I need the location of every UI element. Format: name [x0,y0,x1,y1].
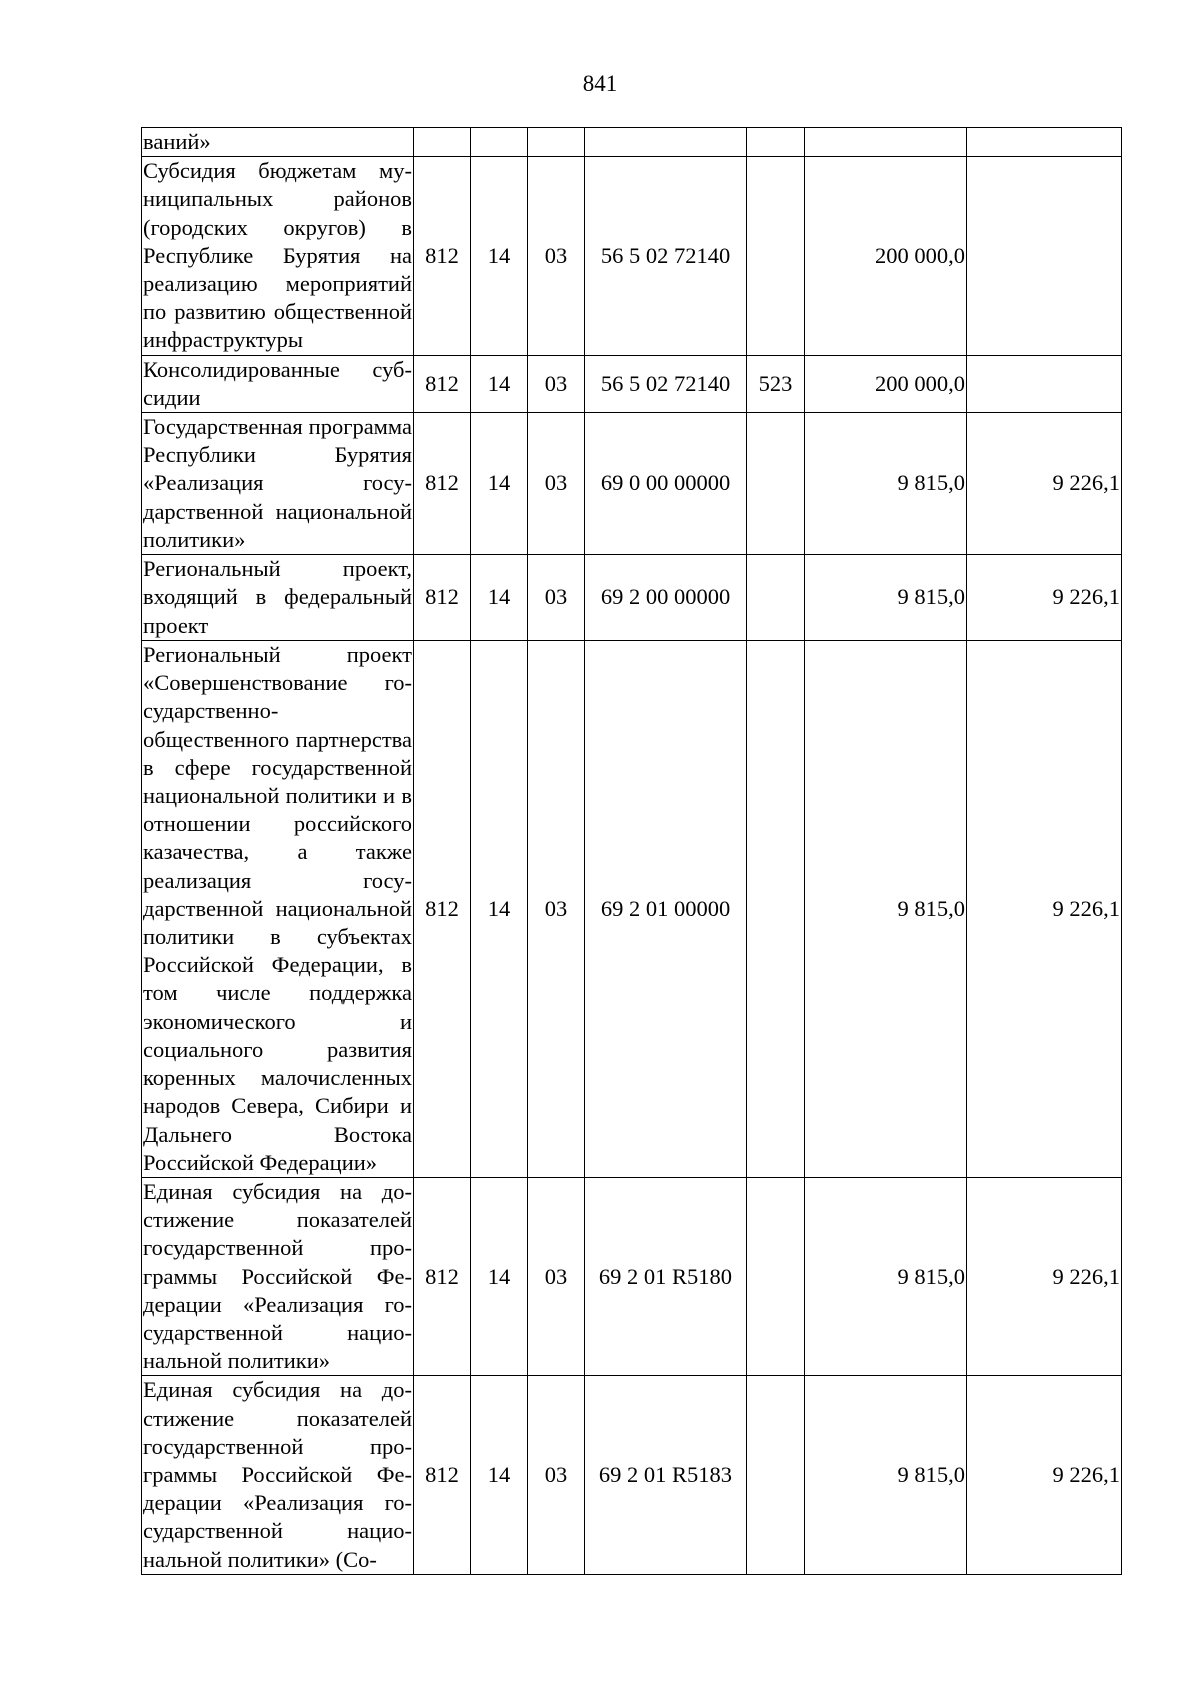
admin-code-cell: 812 [414,1376,471,1574]
section-code-cell: 14 [471,1376,528,1574]
expense-type-cell: 523 [747,355,805,412]
expense-type-cell [747,1177,805,1375]
row-description: ваний» [142,128,414,157]
amount-first-year-cell: 9 815,0 [805,1177,967,1375]
amount-second-year-cell: 9 226,1 [967,641,1122,1178]
table-row [142,413,1122,555]
target-article-cell [585,128,747,157]
amount-first-year-cell: 9 815,0 [805,641,967,1178]
amount-first-year-cell: 9 815,0 [805,1376,967,1574]
target-article-cell: 56 5 02 72140 [585,157,747,355]
amount-first-year-cell: 200 000,0 [805,157,967,355]
subsection-code-cell: 03 [528,1376,585,1574]
table-row [142,128,1122,157]
target-article-cell: 69 2 01 R5180 [585,1177,747,1375]
amount-second-year-cell [967,128,1122,157]
amount-second-year-cell: 9 226,1 [967,413,1122,555]
admin-code-cell: 812 [414,555,471,641]
table-row [142,555,1122,641]
admin-code-cell: 812 [414,1177,471,1375]
section-code-cell [471,128,528,157]
admin-code-cell: 812 [414,413,471,555]
table-row [142,1376,1122,1574]
expense-type-cell [747,555,805,641]
amount-first-year-cell: 9 815,0 [805,555,967,641]
subsection-code-cell: 03 [528,413,585,555]
expense-type-cell [747,157,805,355]
row-description: Единая субсидия на достижение показателей государственной программы Российской Федерации «Реализация государственной национальной политики» [142,1177,414,1375]
row-description: Региональный проект «Совершенствование государственно-общественного партнерства в сфере государственной национальной политики и в отношении российского казачества, а также реализация государственной национальной политики в субъектах Российской Федерации, в том числе поддержка экономического и социального развития коренных малочисленных народов Севера, Сибири и Дальнего Востока Российской Федерации» [142,641,414,1178]
amount-second-year-cell: 9 226,1 [967,555,1122,641]
section-code-cell: 14 [471,641,528,1178]
section-code-cell: 14 [471,555,528,641]
admin-code-cell: 812 [414,641,471,1178]
amount-second-year-cell [967,355,1122,412]
row-description: Единая субсидия на достижение показателей государственной программы Российской Федерации «Реализация государственной национальной политики» (Со- [142,1376,414,1574]
amount-first-year-cell [805,128,967,157]
amount-first-year-cell: 200 000,0 [805,355,967,412]
budget-table [141,127,1122,1575]
section-code-cell: 14 [471,1177,528,1375]
admin-code-cell: 812 [414,157,471,355]
table-row [142,157,1122,355]
expense-type-cell [747,413,805,555]
amount-second-year-cell: 9 226,1 [967,1376,1122,1574]
section-code-cell: 14 [471,355,528,412]
row-description: Субсидия бюджетам муниципальных районов (городских округов) в Республике Бурятия на реализацию мероприятий по развитию общественной инфраструктуры [142,157,414,355]
admin-code-cell: 812 [414,355,471,412]
table-row [142,641,1122,1178]
table-row [142,1177,1122,1375]
section-code-cell: 14 [471,413,528,555]
page-number: 841 [582,71,618,96]
expense-type-cell [747,1376,805,1574]
row-description: Консолидированные субсидии [142,355,414,412]
target-article-cell: 69 0 00 00000 [585,413,747,555]
target-article-cell: 56 5 02 72140 [585,355,747,412]
subsection-code-cell: 03 [528,157,585,355]
subsection-code-cell [528,128,585,157]
subsection-code-cell: 03 [528,355,585,412]
expense-type-cell [747,641,805,1178]
target-article-cell: 69 2 01 R5183 [585,1376,747,1574]
amount-first-year-cell: 9 815,0 [805,413,967,555]
target-article-cell: 69 2 00 00000 [585,555,747,641]
section-code-cell: 14 [471,157,528,355]
expense-type-cell [747,128,805,157]
amount-second-year-cell [967,157,1122,355]
row-description: Государственная программа Республики Бурятия «Реализация государственной национальной политики» [142,413,414,555]
subsection-code-cell: 03 [528,1177,585,1375]
admin-code-cell [414,128,471,157]
table-row [142,355,1122,412]
row-description: Региональный проект, входящий в федеральный проект [142,555,414,641]
subsection-code-cell: 03 [528,641,585,1178]
target-article-cell: 69 2 01 00000 [585,641,747,1178]
subsection-code-cell: 03 [528,555,585,641]
amount-second-year-cell: 9 226,1 [967,1177,1122,1375]
